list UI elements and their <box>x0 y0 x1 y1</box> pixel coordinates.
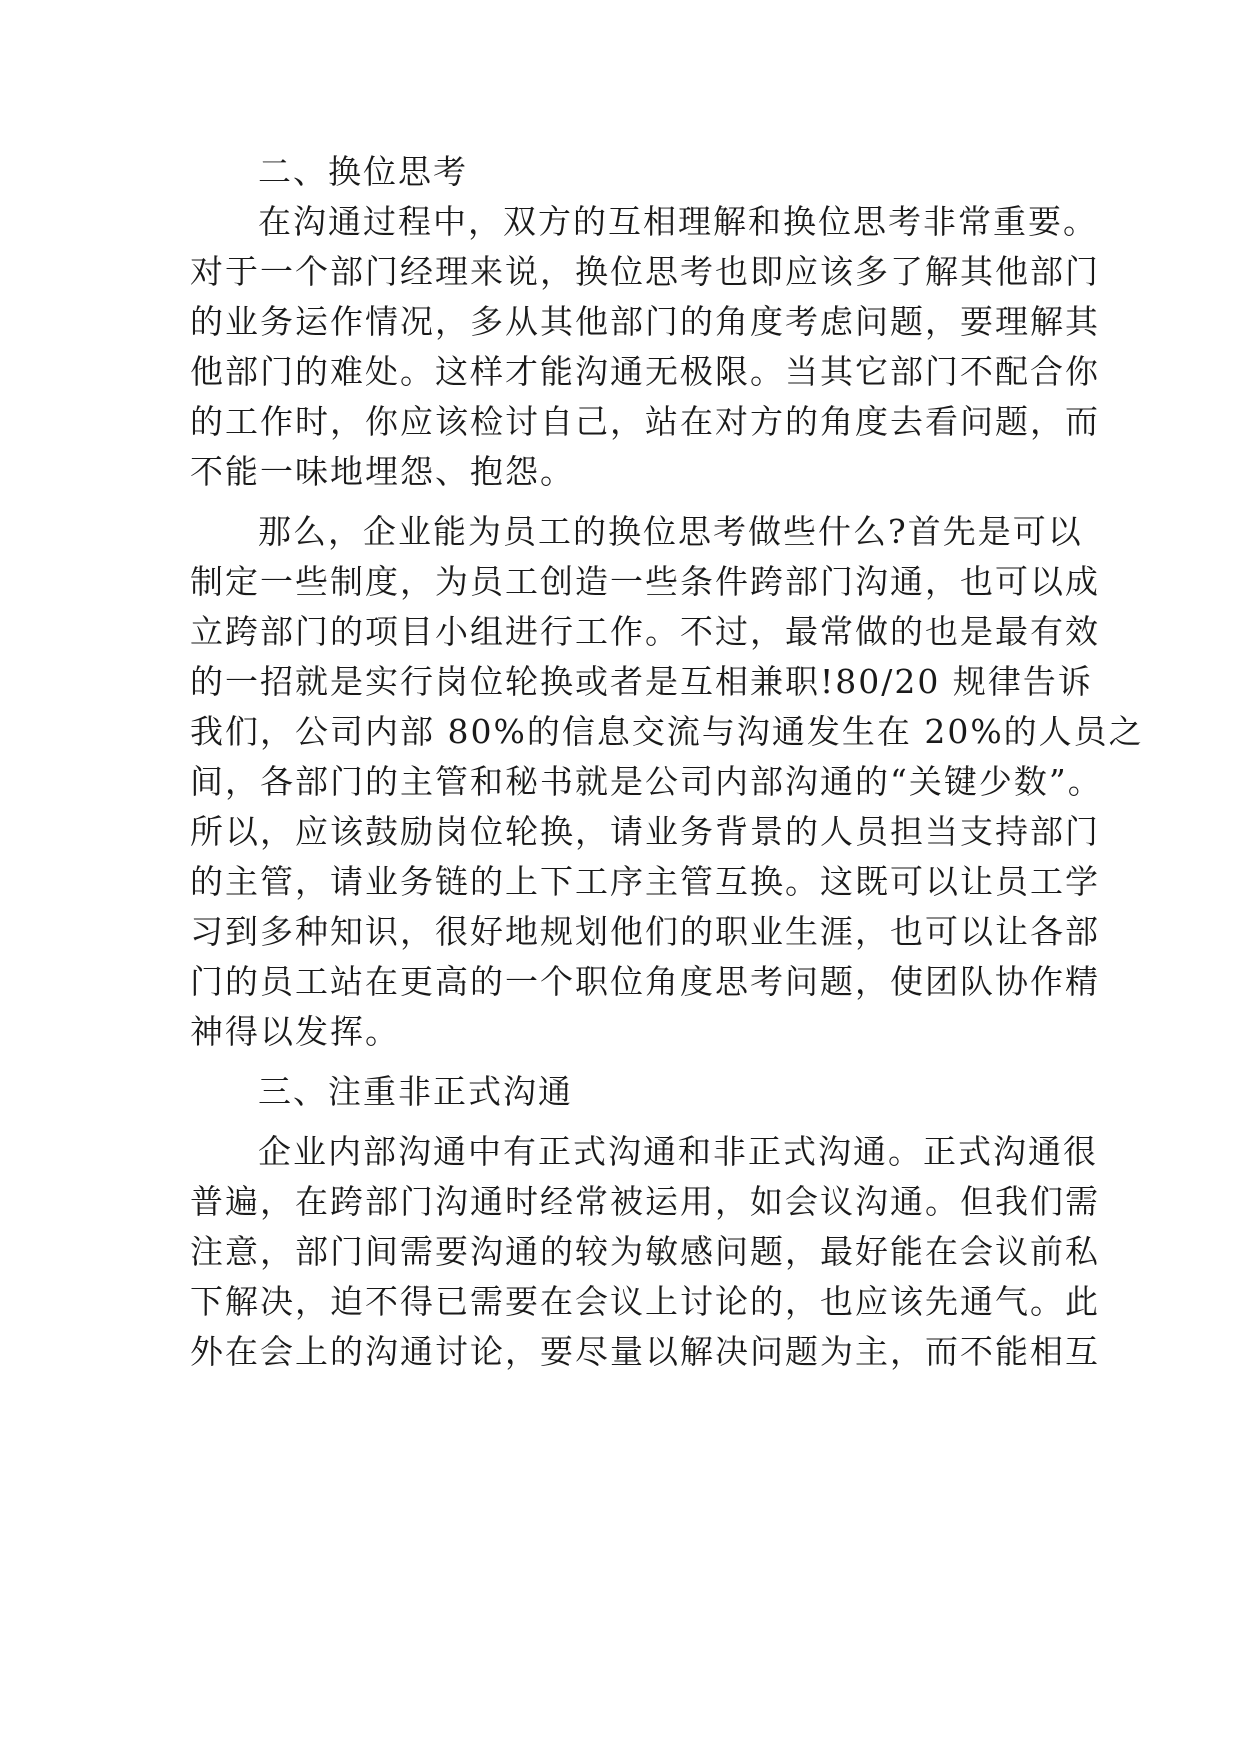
text-line: 的业务运作情况，多从其他部门的角度考虑问题，要理解其 <box>190 302 1100 341</box>
text-line: 所以，应该鼓励岗位轮换，请业务背景的人员担当支持部门 <box>190 812 1100 851</box>
text-line: 注意，部门间需要沟通的较为敏感问题，最好能在会议前私 <box>190 1232 1100 1271</box>
text-line: 不能一味地埋怨、抱怨。 <box>190 452 575 491</box>
text-line: 神得以发挥。 <box>190 1012 400 1051</box>
section-heading: 三、注重非正式沟通 <box>258 1072 573 1111</box>
section-heading: 二、换位思考 <box>258 152 468 191</box>
text-line: 立跨部门的项目小组进行工作。不过，最常做的也是最有效 <box>190 612 1100 651</box>
text-line: 间，各部门的主管和秘书就是公司内部沟通的“关键少数”。 <box>190 762 1103 801</box>
text-line: 下解决，迫不得已需要在会议上讨论的，也应该先通气。此 <box>190 1282 1100 1321</box>
text-line: 那么，企业能为员工的换位思考做些什么?首先是可以 <box>258 512 1083 551</box>
text-line: 的一招就是实行岗位轮换或者是互相兼职!80/20 规律告诉 <box>190 662 1093 701</box>
text-line: 习到多种知识，很好地规划他们的职业生涯，也可以让各部 <box>190 912 1100 951</box>
text-line: 门的员工站在更高的一个职位角度思考问题，使团队协作精 <box>190 962 1100 1001</box>
text-line: 他部门的难处。这样才能沟通无极限。当其它部门不配合你 <box>190 352 1100 391</box>
text-line: 在沟通过程中，双方的互相理解和换位思考非常重要。 <box>258 202 1098 241</box>
text-line: 外在会上的沟通讨论，要尽量以解决问题为主，而不能相互 <box>190 1332 1100 1371</box>
text-line: 的主管，请业务链的上下工序主管互换。这既可以让员工学 <box>190 862 1100 901</box>
text-line: 对于一个部门经理来说，换位思考也即应该多了解其他部门 <box>190 252 1100 291</box>
text-line: 企业内部沟通中有正式沟通和非正式沟通。正式沟通很 <box>258 1132 1098 1171</box>
text-line: 我们，公司内部 80%的信息交流与沟通发生在 20%的人员之 <box>190 712 1144 751</box>
text-line: 的工作时，你应该检讨自己，站在对方的角度去看问题，而 <box>190 402 1100 441</box>
text-line: 普遍，在跨部门沟通时经常被运用，如会议沟通。但我们需 <box>190 1182 1100 1221</box>
text-line: 制定一些制度，为员工创造一些条件跨部门沟通，也可以成 <box>190 562 1100 601</box>
